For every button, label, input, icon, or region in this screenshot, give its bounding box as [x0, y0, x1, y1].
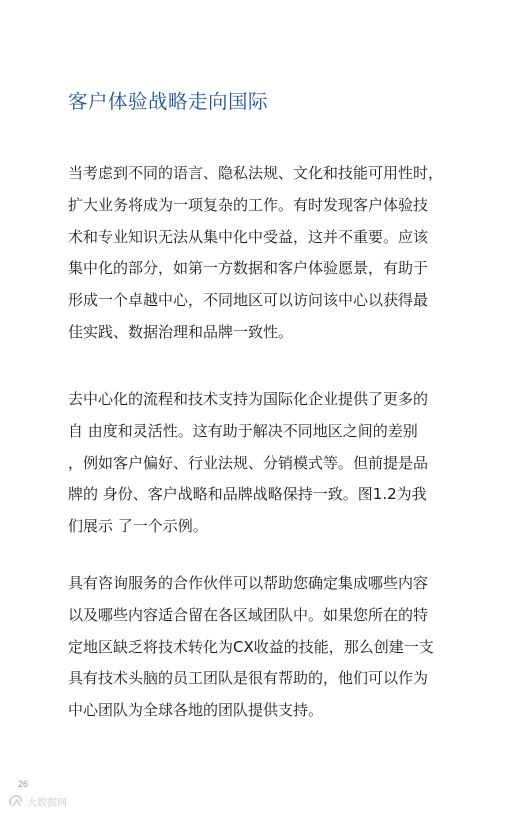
- watermark: [8, 792, 67, 810]
- paragraph-2: [68, 384, 478, 543]
- paragraph-line: 扩大业务将成为一项复杂的工作。有时发现客户体验技: [68, 195, 429, 214]
- paragraph-line: 术和专业知识无法从集中化中受益，这并不重要。应该: [68, 227, 429, 246]
- paragraph-line: 形成一个卓越中心，不同地区可以访问该中心以获得最: [68, 291, 429, 310]
- watermark-logo-icon: [8, 794, 24, 808]
- paragraph-line: 具有技术头脑的员工团队是很有帮助的，他们可以作为: [68, 669, 429, 688]
- paragraph-line: 具有咨询服务的合作伙伴可以帮助您确定集成哪些内容: [68, 574, 429, 592]
- paragraph-line: 们展示 了一个示例。: [68, 517, 208, 536]
- watermark-text: 大数据网: [27, 797, 67, 809]
- paragraph-line: ，例如客户偏好、行业法规、分销模式等。但前提是品: [68, 453, 429, 472]
- paragraph-line: 中心团队为全球各地的团队提供支持。: [68, 701, 324, 720]
- paragraph-3: [68, 568, 478, 727]
- paragraph-line: 去中心化的流程和技术支持为国际化企业提供了更多的: [68, 390, 429, 408]
- paragraph-line: 当考虑到不同的语言、隐私法规、文化和技能可用性时，: [68, 164, 444, 182]
- paragraph-line: 集中化的部分，如第一方数据和客户体验愿景，有助于: [68, 259, 429, 278]
- paragraph-line: 佳实践、数据治理和品牌一致性。: [68, 322, 294, 341]
- paragraph-line: 以及哪些内容适合留在各区域团队中。如果您所在的特: [68, 605, 429, 624]
- page-title: 客户体验战略走向国际: [68, 90, 269, 113]
- paragraph-1: [68, 158, 478, 349]
- paragraph-line: 自 由度和灵活性。这有助于解决不同地区之间的差别: [68, 421, 418, 440]
- paragraph-line: 定地区缺乏将技术转化为CX收益的技能，那么创建一支: [68, 637, 434, 656]
- page-number: 26: [18, 779, 29, 789]
- paragraph-line: 牌的 身份、客户战略和品牌战略保持一致。图1.2为我: [68, 485, 427, 504]
